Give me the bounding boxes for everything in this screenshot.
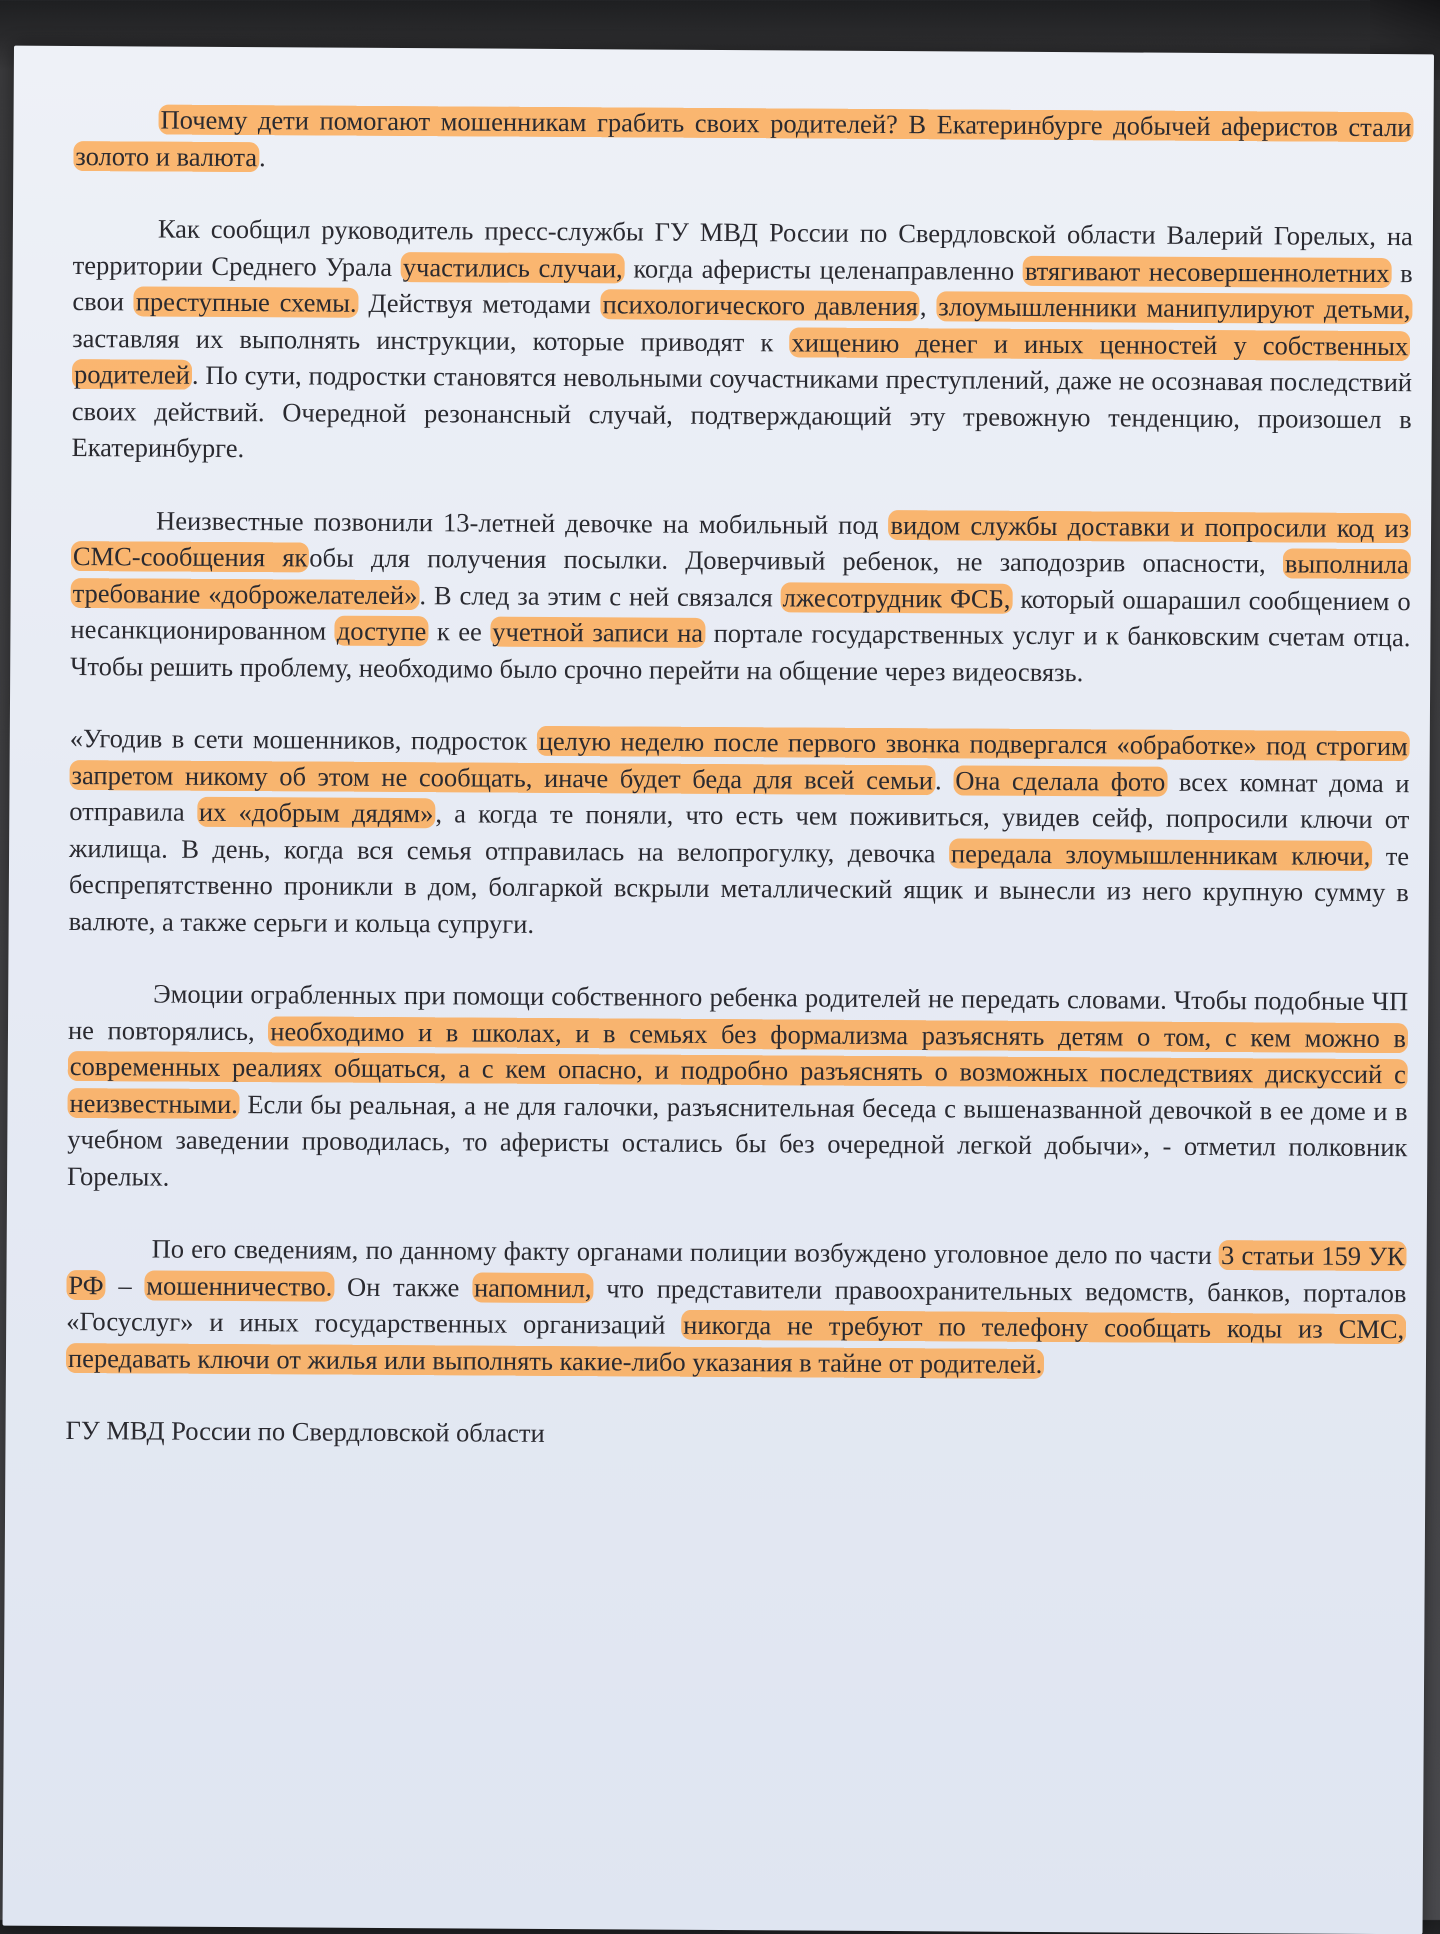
highlight: психологического давления xyxy=(602,289,918,322)
headline xyxy=(73,101,1413,182)
text-run: , xyxy=(919,291,937,322)
highlight: Она сделала фото xyxy=(955,764,1166,797)
highlight: втягивают несовершеннолетних xyxy=(1024,255,1390,288)
highlight: хищению денег и иных ценностей у собственных родителей xyxy=(73,326,1409,390)
highlight: участились случаи, xyxy=(402,251,623,283)
text-run: те беспрепятственно проникли в дом, болгаркой вскрыли металлический ящик и вынесли из него крупную сумму в валюте, а также серьги и кольца супруги. xyxy=(68,840,1410,939)
text-run: который ошарашил сообщением о несанкционированном xyxy=(70,583,1411,646)
text-run: портале государственных услуг и к банковским счетам отца. Чтобы решить проблему, необходимо было срочно перейти на общение через видеосвязь. xyxy=(70,617,1411,687)
text-run: – xyxy=(105,1269,145,1300)
highlight: выполнила требование «доброжелателей» xyxy=(72,548,1409,610)
signature: ГУ МВД России по Свердловской области xyxy=(65,1415,545,1448)
text-run: Если бы реальная, а не для галочки, разъяснительная беседа с вышеназванной девочкой в ее доме и в учебном заведении проводилась, то аферисты остались бы без очередной легкой добычи», - отметил полковник Горелых. xyxy=(67,1088,1408,1192)
text-run: что представители правоохранительных ведомств, банков, порталов «Госуслуг» и иных государственных организаций xyxy=(66,1272,1407,1340)
text-run: к ее xyxy=(428,616,491,647)
highlight: лжесотрудник ФСБ, xyxy=(782,581,1011,614)
highlight: их «добрым дядям» xyxy=(198,796,434,829)
text-run: Эмоции ограбленных при помощи собственного ребенка родителей не передать словами. Чтобы подобные ЧП не повторялись, xyxy=(67,978,1409,1046)
paragraph-4 xyxy=(67,975,1408,1202)
highlight: доступе xyxy=(336,615,427,647)
highlight: преступные схемы. xyxy=(135,286,357,318)
highlight: 3 статьи 159 УК РФ xyxy=(68,1240,1405,1300)
text-run: всех комнат дома и отправила xyxy=(69,766,1410,827)
highlight: напомнил, xyxy=(473,1271,592,1303)
text-run: . По сути, подростки становятся невольными соучастниками преступлений, даже не осознавая последствий своих действий. Очередной резонансный случай, подтверждающий эту тревожную тенденцию, произошел в Екатеринбурге. xyxy=(71,359,1413,464)
text-run: Он также xyxy=(334,1271,473,1302)
text-run: . xyxy=(258,141,266,172)
paragraph-5 xyxy=(66,1230,1407,1384)
text-run: обы для получения посылки. Доверчивый ребенок, не заподозрив опасности, xyxy=(309,542,1283,579)
paper-sheet xyxy=(3,46,1434,1934)
text-run: Неизвестные позвонили 13-летней девочке на мобильный под xyxy=(156,505,889,540)
text-run: в свои xyxy=(72,257,1413,317)
text-run: По его сведениям, по данному факту органами полиции возбуждено уголовное дело по части xyxy=(151,1233,1220,1271)
text-run: . xyxy=(934,764,954,795)
text-run: когда аферисты целенаправленно xyxy=(624,252,1023,286)
text-run: . В след за этим с ней связался xyxy=(419,579,781,612)
paragraph-2 xyxy=(70,502,1411,693)
text-run: «Угодив в сети мошенников, подросток xyxy=(69,723,537,756)
highlight: злоумышленники манипулируют детьми, xyxy=(938,291,1411,325)
highlight: никогда не требуют по телефону сообщать коды из СМС, передавать ключи от жилья или выполнять какие-либо указания в тайне от родителей. xyxy=(67,1309,1405,1379)
text-run: заставляя их выполнять инструкции, которые приводят к xyxy=(72,322,790,357)
highlight: передала злоумышленникам ключи, xyxy=(950,837,1371,871)
highlight: целую неделю после первого звонка подвергался «обработке» под строгим запретом никому об этом не сообщать, иначе будет беда для всей семьи xyxy=(71,725,1408,795)
highlight: Почему дети помогают мошенникам грабить своих родителей? В Екатеринбурге добычей аферистов стали золото и валюта xyxy=(75,104,1412,172)
text-run: Как сообщил руководитель пресс-службы ГУ МВД России по Свердловской области Валерий Горелых, на территории Среднего Урала xyxy=(72,213,1413,282)
highlight: необходимо и в школах, и в семьях без формализма разъяснять детям о том, с кем можно в современных реалиях общаться, а с кем опасно, и подробно разъяснять о возможных последствиях дискуссий с неизвестными. xyxy=(69,1015,1407,1119)
paragraph-1 xyxy=(71,210,1413,474)
text-run: , а когда те поняли, что есть чем поживиться, увидев сейф, попросили ключи от жилища. В день, когда вся семья отправилась на велопрогулку, девочка xyxy=(69,798,1410,868)
highlight: мошенничество. xyxy=(146,1269,333,1302)
text-run: Действуя методами xyxy=(358,287,601,320)
paragraph-3 xyxy=(69,720,1410,947)
highlight: учетной записи на xyxy=(492,616,704,648)
highlight: видом службы доставки и попросили код из СМС-сообщения як xyxy=(72,509,1410,573)
document-body xyxy=(65,101,1413,1493)
